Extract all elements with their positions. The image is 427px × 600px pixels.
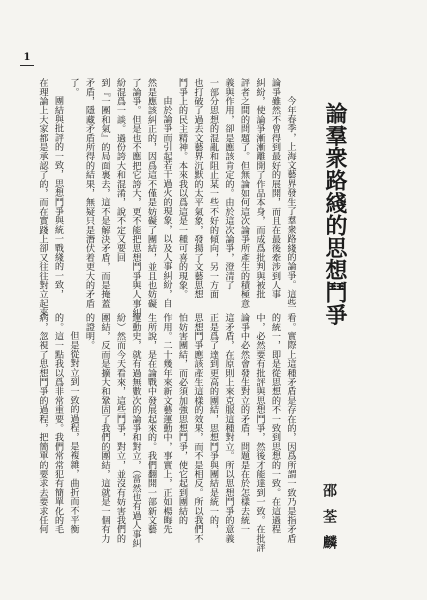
paragraph	[174, 78, 298, 312]
text-column: 矛盾，隱藏矛盾所得的結果，無疑只是潛伏着更大的矛盾	[83, 78, 95, 308]
text-column: 了論爭。但是也不應把它誇大，更不能把思想鬥爭與人事糾	[130, 78, 141, 318]
page-number: 1	[20, 52, 34, 66]
paragraph	[81, 313, 298, 563]
text-column: 的證明。	[83, 313, 95, 350]
text-column: 論爭雖然不曾得到最好的展開，而且在最後牽涉到人事	[269, 78, 281, 299]
text-column: 了。	[68, 78, 79, 97]
text-column: 看。實際上這種矛盾是存在的，因爲所謂一致乃是指矛盾	[285, 313, 296, 543]
text-column: 思想鬥爭應該產生這樣的效果，而不是相反。所以我們不	[192, 313, 203, 543]
text-column: 團結，反而是擴大和鞏固了我們的團結，這就是一個有力	[99, 313, 110, 543]
text-column: 糾紛，使論爭漸漸離開了作品本身，而成爲批判與被批	[254, 78, 265, 299]
text-column: 然是應該糾正的，因爲這不僅是妨礙了團結，並且也妨礙	[145, 78, 157, 308]
lower-text-block	[35, 313, 299, 563]
text-column: 正是爲了達到更高的團結，思想鬥爭與團結是統一的，	[207, 313, 219, 534]
text-column: 紛）然而今天看來，這些鬥爭，對立，並沒有妨害我們的	[114, 313, 126, 543]
text-column: 論爭中必然會發生對立的矛盾，問題是在於怎樣去統一	[238, 313, 250, 534]
text-column: 在理論上大家都是承認了的，而在實踐上卻又往往對立起來	[37, 78, 48, 318]
text-column: 由於論爭而引起若干過火的現象，以及人事糾紛，自	[161, 96, 172, 308]
upper-text-block	[35, 78, 299, 318]
text-column: 的。這一點我以爲非常重要。我們常常犯有簡單化的毛	[52, 313, 64, 534]
text-column: 運動史，就有過無數次的論爭和對立，（當然也有過人事糾	[130, 313, 141, 548]
paragraph	[35, 313, 82, 563]
paragraph	[35, 78, 66, 318]
text-column: 的統一，即是從思想的不一致到思想的一致。在這過程	[269, 313, 281, 534]
article-title: 論羣衆路綫的思想鬥爭	[322, 102, 348, 326]
text-column: 團結與批評的一致，思想鬥爭與統一戰綫的一致，	[52, 96, 64, 299]
text-column: 但是從對立到一致的過程，是複雜，曲折而不平衡	[68, 331, 79, 534]
text-column: 作用。二十幾年來新文藝運動中，事實上，正如楊晦先	[161, 313, 172, 534]
text-column: 評者之間的問題了。但無論如何這次論爭所產生的積極意	[238, 78, 250, 308]
text-column: 義與作用，卻是應該肯定的。由於這次論爭，澄清了	[223, 78, 234, 290]
text-column: 怕妨害團結，而必須加強思想鬥爭，使它起到團結的	[176, 313, 188, 525]
author-name: 邵荃麟	[321, 483, 337, 561]
paragraph	[66, 78, 175, 318]
text-column: 生所說，是在論戰中發展起來的。我們翻開一部新文藝	[145, 313, 157, 534]
text-column: 到『一團和氣』的局面裏去，這不是解決矛盾，而是掩蓋	[99, 78, 110, 308]
text-column: 一部分思想的混亂和阻止某一些不好的傾向，另一方面	[207, 78, 219, 299]
text-column: 鬥爭上的民主精神。本來我以爲這是一種可喜的現象。	[176, 78, 188, 299]
text-column: 紛混爲一談。過份誇大和混淆，說不定又要回	[114, 78, 126, 262]
text-column: 也打破了過去文藝界沉默的太平氣象，發揚了文藝思想	[192, 78, 203, 299]
text-column: 這矛盾，在原則上來克服這種對立。所以思想鬥爭的意義	[223, 313, 234, 543]
text-column: 今年春季，上海文藝界發生了羣衆路綫的論爭。這些	[285, 96, 296, 308]
text-column: 中，必然要有批評與思想鬥爭，然後才能達到一致。在批評	[254, 313, 265, 553]
text-column: 病，忽視了思想鬥爭的過程，把簡單的要求去要求任何	[37, 313, 48, 534]
